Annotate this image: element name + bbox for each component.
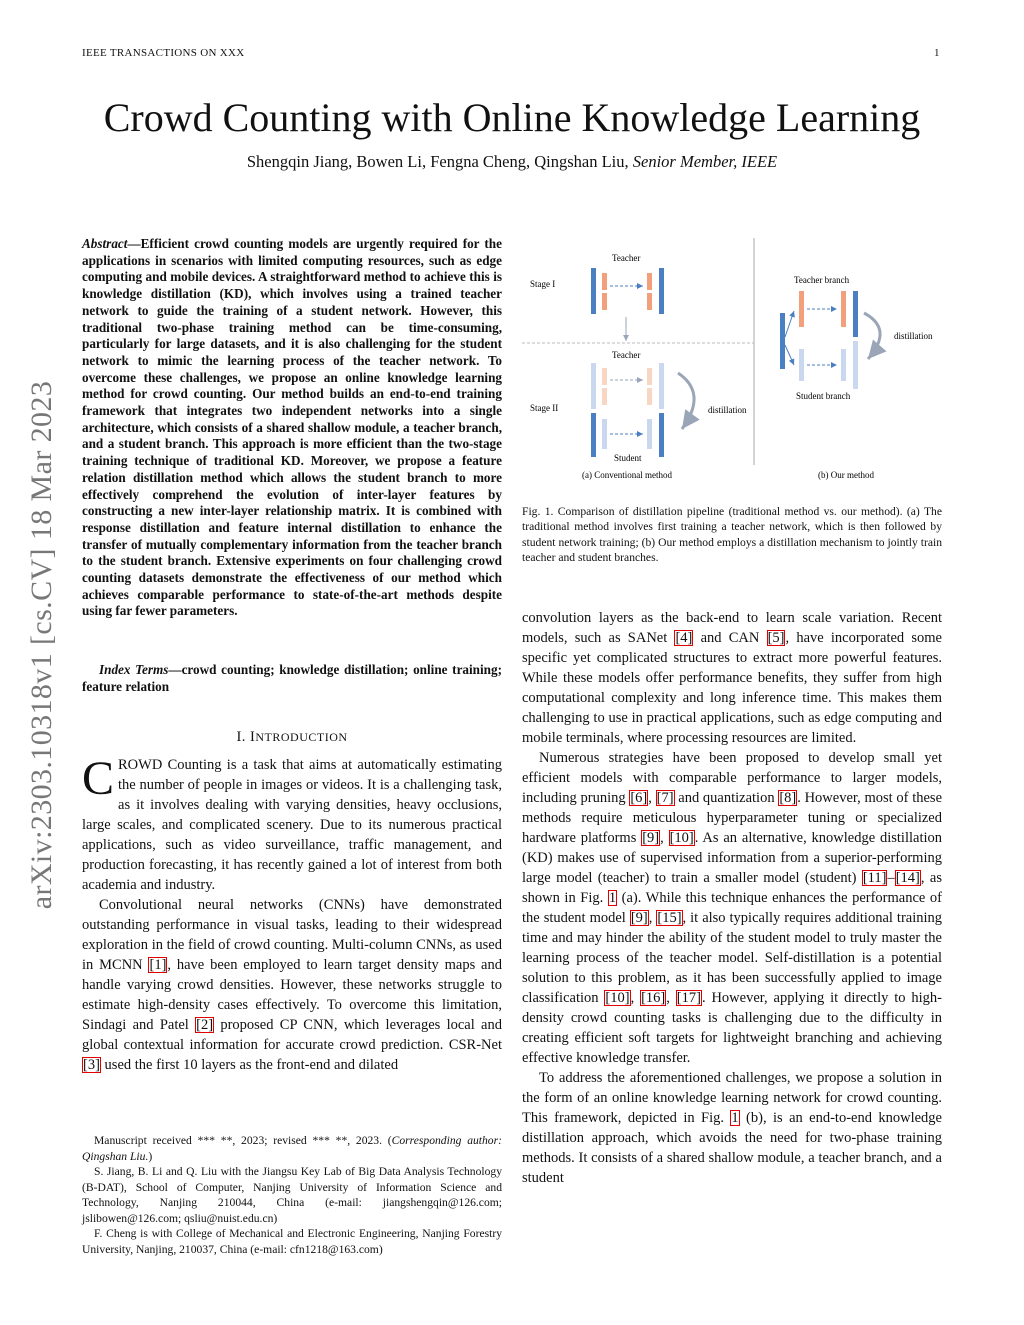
right-p3a: To address the aforementioned challenges, we propose a solution in the form of an online knowledge learning network for crowd counting. This framework, depicted in Fig. [522, 1070, 942, 1126]
teacher-layer [647, 388, 652, 405]
teacher-label-mid: Teacher [612, 350, 641, 360]
index-terms-text: —crowd counting; knowledge distillation; online training; feature relation [82, 662, 502, 694]
figure-1-diagram [522, 233, 942, 489]
right-p3b: (b), is an end-to-end knowledge distillation approach, which avoids the need for two-phase training methods. It consists of a shared shallow module, a teacher branch, and a student [522, 1110, 942, 1186]
intro-p1-text: ROWD Counting is a task that aims at automatically estimating the number of people in images or videos. It is a challenging task, as it involves dealing with varying densities, heavy occlusions, large scales, and complicated scenery. Due to its numerous practical applications, such as video surveillance, traffic management, and production forecasting, it has recently gained a lot of interest from both academia and industry. [82, 757, 502, 893]
citation-link[interactable]: [3] [83, 1057, 100, 1073]
figure-1-caption: Fig. 1. Comparison of distillation pipeline (traditional method vs. our method). (a) The traditional method involves first training a teacher network, which is then followed by student network training; (b) Our method employs a distillation mechanism to jointly train teacher and student branches. [522, 505, 942, 564]
citation-link[interactable]: [14] [895, 870, 920, 886]
citation-link[interactable]: [10] [669, 830, 694, 846]
teacher-branch-label: Teacher branch [794, 275, 850, 285]
citation-link[interactable]: [1] [149, 957, 167, 973]
footnote-1a: Manuscript received *** **, 2023; revised *** **, 2023. ( [94, 1134, 392, 1147]
citation-link[interactable]: [2] [196, 1017, 214, 1033]
student-branch-layer [853, 341, 858, 389]
page-number: 1 [934, 47, 940, 59]
abstract-label: Abstract [82, 236, 128, 251]
teacher-layer [647, 293, 652, 310]
intro-paragraph-2 [82, 895, 502, 1075]
stage2-label: Stage II [530, 403, 559, 413]
index-terms [82, 662, 502, 695]
teacher-branch-layer [853, 291, 858, 337]
right-p2h: , as shown in Fig. [522, 870, 942, 906]
intro-p2a: Convolutional neural networks (CNNs) have demonstrated outstanding performance in visual tasks, leading to their widespread exploration in the field of crowd counting. Multi-column CNNs, as used in MCNN [82, 897, 502, 973]
teacher-branch-layer [799, 291, 804, 327]
figure-link[interactable]: 1 [608, 890, 617, 906]
section-heading [82, 729, 502, 746]
student-branch-layer [841, 349, 846, 381]
intro-paragraph-1 [82, 752, 502, 895]
citation-link[interactable]: [17] [676, 990, 701, 1006]
author-membership: Senior Member, IEEE [632, 152, 778, 171]
section-title-rest: NTRODUCTION [255, 730, 348, 744]
footnote-affiliation-1: S. Jiang, B. Li and Q. Liu with the Jiangsu Key Lab of Big Data Analysis Technology (B-DAT), School of Computer, Nanjing University of Information Science and Technology, Nanjing 210044, China (e-mail: jiangshengqin@126.com; jslibowen@126.com; qsliu@nuist.edu.cn) [82, 1165, 502, 1225]
arxiv-stamp [4, 350, 80, 940]
teacher-layer [602, 388, 607, 405]
figure-1 [522, 233, 942, 489]
arxiv-stamp-text: arXiv:2303.10318v1 [cs.CV] 18 Mar 2023 [25, 380, 58, 910]
teacher-label-top: Teacher [612, 253, 641, 263]
distillation-label-a: distillation [708, 405, 747, 415]
student-layer [602, 419, 607, 449]
author-names: Shengqin Jiang, Bowen Li, Fengna Cheng, Qingshan Liu, [246, 152, 629, 171]
teacher-layer [659, 363, 664, 409]
footnote-1c: ) [148, 1149, 153, 1163]
right-p2d: . However, most of these methods require meticulous hyperparameter tuning or specialized hardware platforms [522, 790, 943, 846]
intro-p2b: , have been employed to learn target density maps and handle varying crowd densities. However, these networks struggle to estimate high-density cases effectively. To overcome this limitation, Sindagi and Patel [82, 957, 502, 1033]
teacher-layer [659, 268, 664, 314]
citation-link[interactable]: [6] [630, 790, 648, 806]
citation-link[interactable]: [16] [641, 990, 666, 1006]
citation-link[interactable]: [9] [642, 830, 660, 846]
teacher-layer [591, 268, 596, 314]
journal-header: IEEE TRANSACTIONS ON XXX [82, 47, 245, 59]
stage1-label: Stage I [530, 279, 556, 289]
teacher-layer [602, 368, 607, 385]
right-p2c: and quantization [674, 790, 779, 806]
teacher-layer [647, 368, 652, 385]
citation-link[interactable]: [4] [675, 630, 693, 646]
student-layer [591, 413, 596, 457]
student-layer [659, 413, 664, 457]
abstract-text: —Efficient crowd counting models are urgently required for the applications in scenarios with limited computing resources, such as edge computing and mobile devices. A straightforward method to achieve this is knowledge distillation (KD), which involves using a trained teacher network to guide the training of a student network. However, this traditional two-phase training method can be time-consuming, particularly for large datasets, and it is also challenging for the student network to mimic the learning process of the teacher network. To overcome these challenges, we propose an online knowledge learning method for crowd counting. Our method builds an end-to-end training framework that integrates two independent networks into a single architecture, which consists of a shared shallow module, a teacher branch, and a student branch. This approach is more efficient than the two-stage training technique of traditional KD. Moreover, we propose a feature relation distillation method which allows the student branch to more effectively comprehend the evolution of inter-layer features by constructing a new inter-layer relationship matrix. It is combined with response distillation and feature internal distillation to enhance the transfer of mutually complementary information from the teacher branch to the student branch. Extensive experiments on four challenging crowd counting datasets demonstrate the effectiveness of our method which achieves comparable performance to state-of-the-art methods despite using far fewer parameters. [82, 236, 502, 619]
intro-body [82, 752, 502, 1075]
distillation-arrow [678, 373, 694, 429]
teacher-branch-layer [841, 291, 846, 327]
right-column-body [522, 608, 942, 1188]
branch-arrow [785, 311, 794, 337]
citation-link[interactable]: [8] [779, 790, 797, 806]
teacher-layer [647, 273, 652, 290]
right-p2e: , [660, 830, 669, 846]
right-p2b: , [648, 790, 656, 806]
right-p1c: , have incorporated some specific yet complicated structures to extract more powerful features. While these models offer performance benefits, they suffer from high computational complexity and long inference time. This makes them challenging to use in practical applications, such as edge computing and mobile terminals, where processing resources are limited. [522, 630, 942, 746]
citation-link[interactable]: [9] [630, 910, 648, 926]
right-p2i: (a). While this technique enhances the performance of the student model [522, 890, 942, 926]
citation-link[interactable]: [7] [656, 790, 674, 806]
right-p2g: – [887, 870, 895, 886]
student-layer [647, 419, 652, 449]
teacher-layer [602, 273, 607, 290]
figure-link[interactable]: 1 [731, 1110, 739, 1126]
student-branch-layer [799, 349, 804, 381]
author-list [0, 152, 1024, 172]
right-paragraph-2 [522, 748, 942, 1068]
section-number: I. [236, 729, 246, 745]
intro-p2c: proposed CP CNN, which leverages local and global contextual information for accurate crowd prediction. CSR-Net [82, 1017, 502, 1053]
right-p2m: , [666, 990, 676, 1006]
citation-link[interactable]: [11] [862, 870, 887, 886]
subcaption-a: (a) Conventional method [582, 470, 672, 480]
citation-link[interactable]: [5] [767, 630, 785, 646]
right-p2j: , [648, 910, 657, 926]
student-label: Student [614, 453, 642, 463]
student-branch-label: Student branch [796, 391, 851, 401]
right-p1a: convolution layers as the back-end to learn scale variation. Recent models, such as SANet [522, 610, 942, 646]
distillation-arrow [864, 313, 880, 359]
right-p2n: . However, applying it directly to high-density crowd counting tasks is challenging due to the difficulty in creating efficient soft targets for lightweight branching and achieving effective knowledge transfer. [522, 990, 943, 1066]
branch-arrow [785, 345, 794, 365]
section-title-first: I [250, 729, 256, 745]
abstract [82, 236, 502, 620]
right-p2k: , it also typically requires additional training time and may hinder the ability of the student model to truly master the learning process of the teacher model. Self-distillation is a potential solution to this problem, as it has been successfully applied to image classification [522, 910, 943, 1006]
citation-link[interactable]: [15] [657, 910, 682, 926]
dropcap: C [82, 752, 115, 805]
right-p2l: , [630, 990, 641, 1006]
right-p2a: Numerous strategies have been proposed to develop small yet efficient models with comparable performance to larger models, including pruning [522, 750, 942, 806]
citation-link[interactable]: [10] [605, 990, 630, 1006]
right-p2f: . As an alternative, knowledge distillation (KD) makes use of supervised information from a superior-performing large model (teacher) to train a smaller model (student) [522, 830, 943, 886]
teacher-layer [591, 363, 596, 409]
right-p1b: and CAN [693, 630, 767, 646]
footnote-affiliation-2: F. Cheng is with College of Mechanical and Electronic Engineering, Nanjing Forestry University, Nanjing, 210037, China (e-mail: cfn1218@163.com) [82, 1227, 502, 1256]
right-paragraph-1 [522, 608, 942, 748]
subcaption-b: (b) Our method [818, 470, 874, 480]
distillation-label-b: distillation [894, 331, 933, 341]
right-paragraph-3 [522, 1068, 942, 1188]
shared-module [780, 313, 785, 369]
intro-p2d: used the first 10 layers as the front-end and dilated [100, 1057, 399, 1073]
footnotes [82, 1133, 502, 1257]
index-terms-label: Index Terms [99, 662, 169, 677]
teacher-layer [602, 293, 607, 310]
footnote-manuscript [82, 1133, 502, 1164]
paper-title: Crowd Counting with Online Knowledge Learning [103, 95, 921, 140]
footnote-1b: Corresponding author: Qingshan Liu. [82, 1134, 502, 1163]
